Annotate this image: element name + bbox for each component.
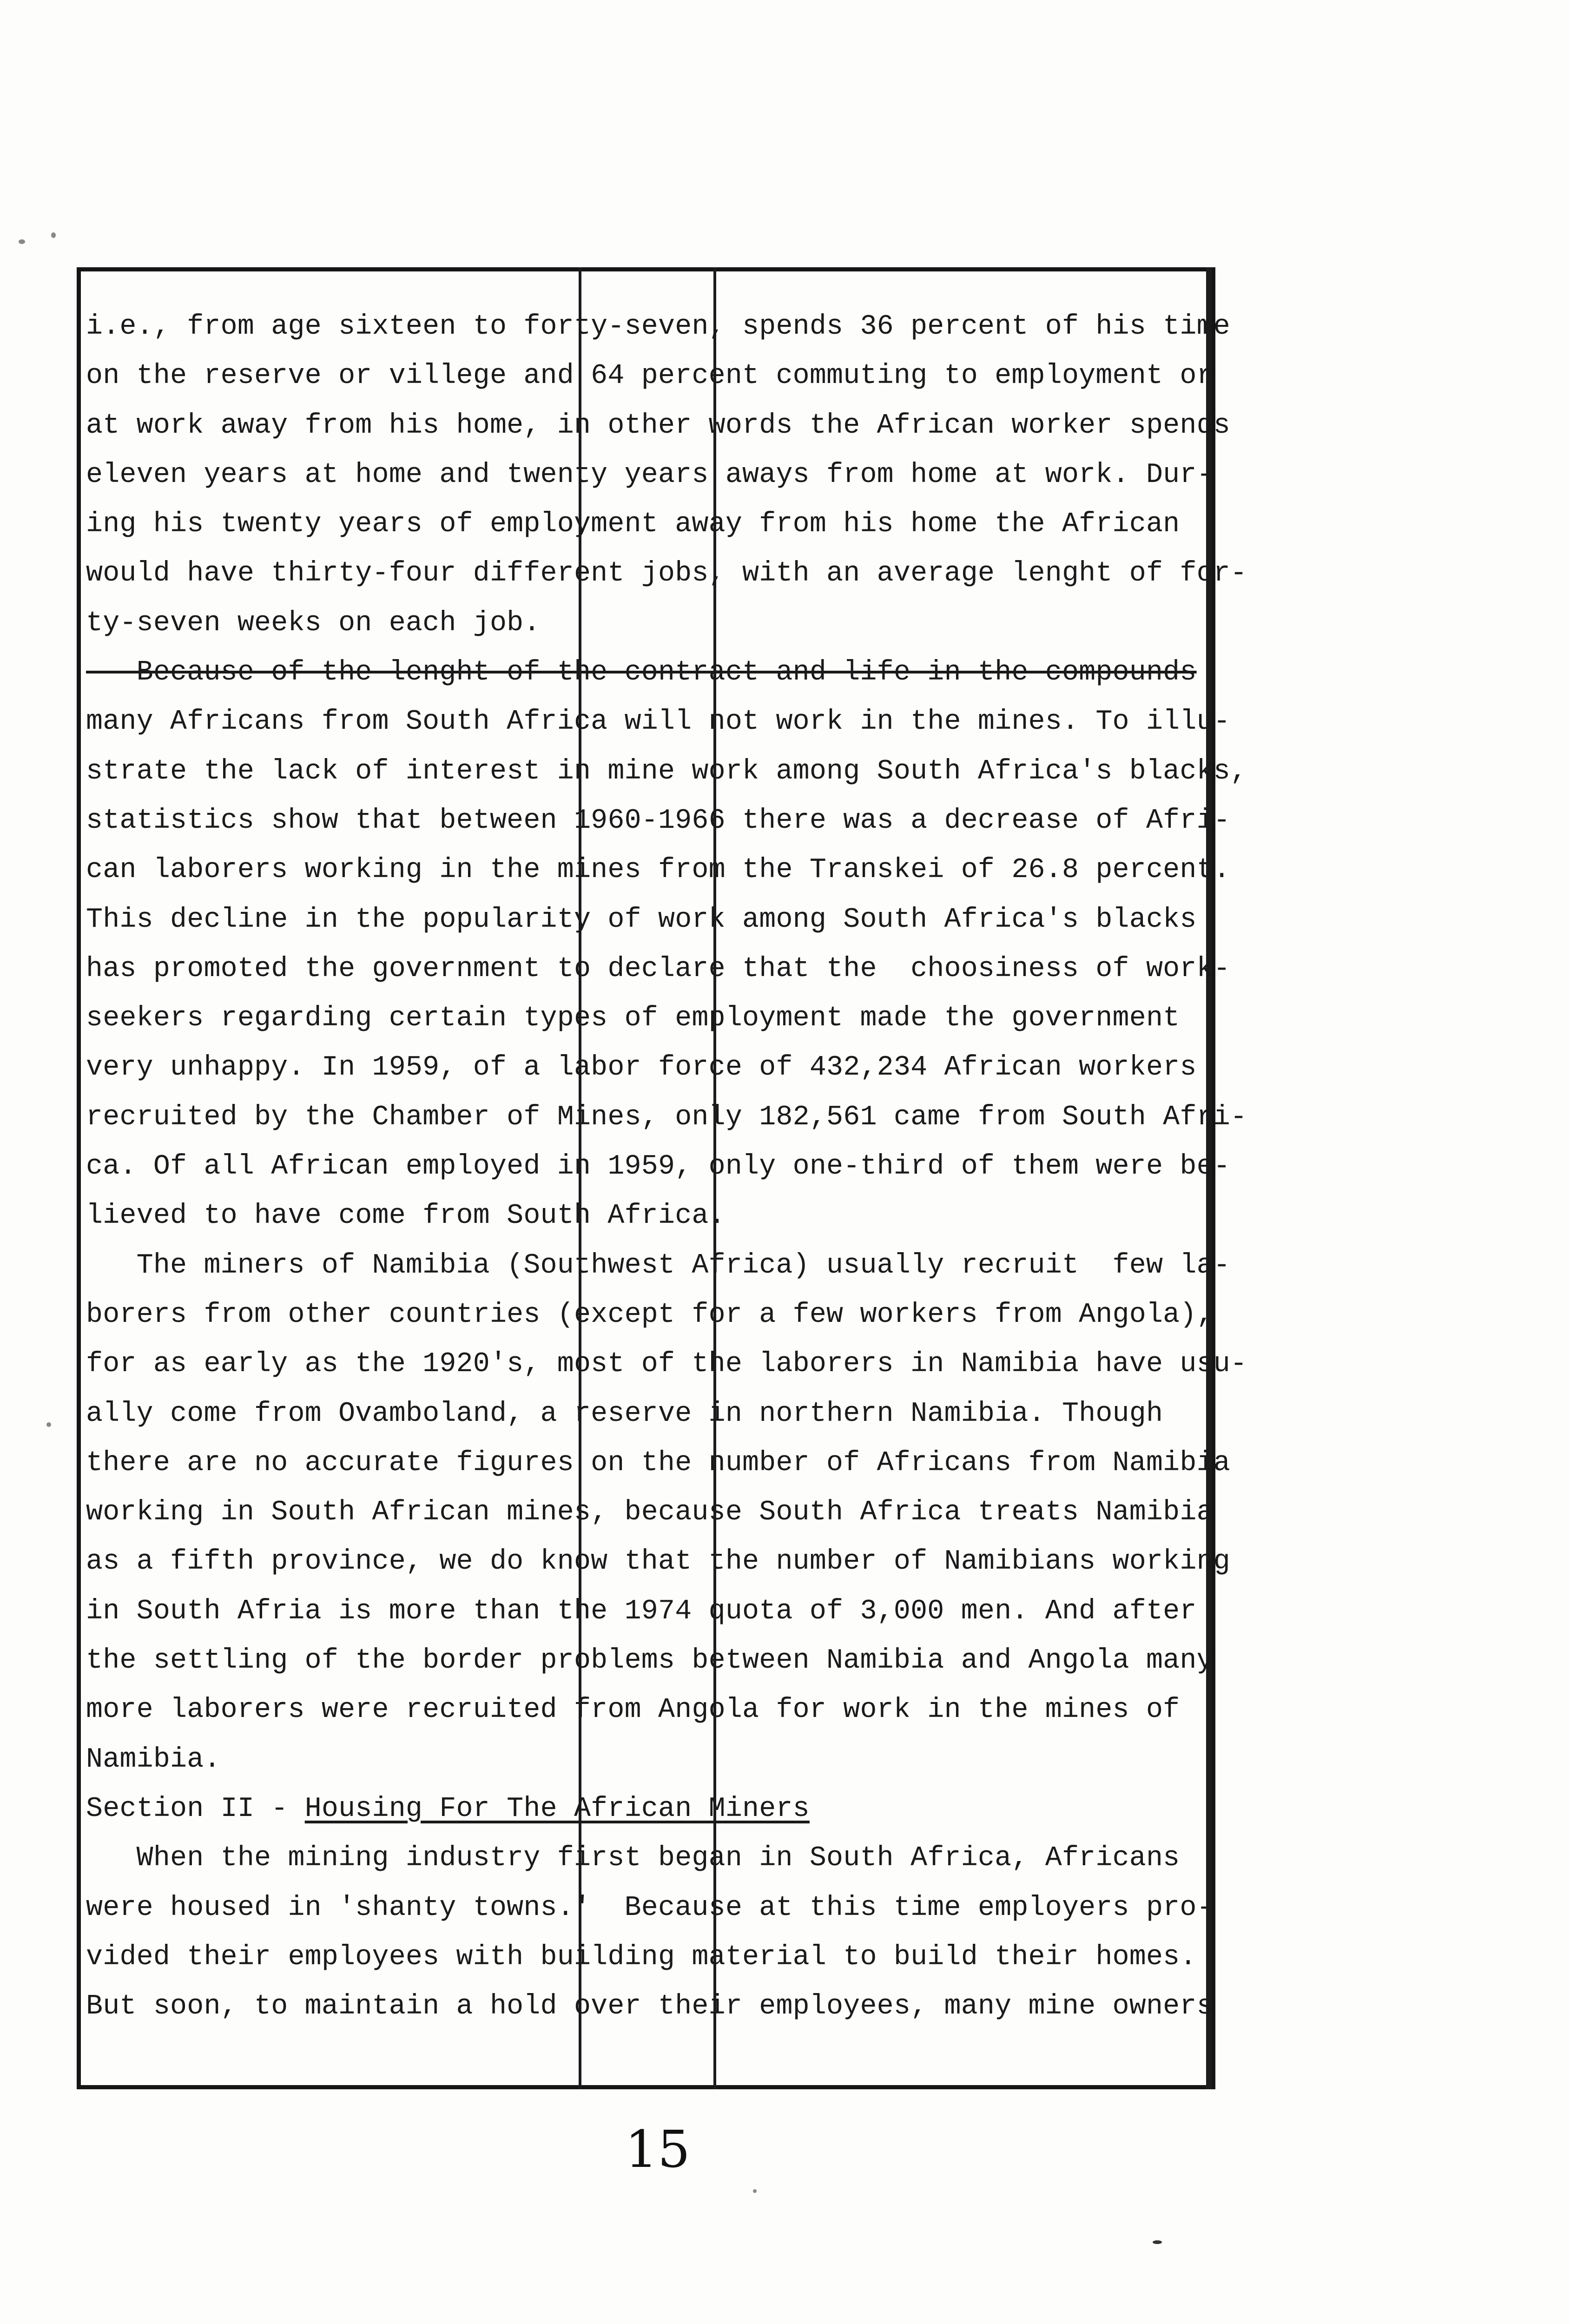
text-line: the settling of the border problems between Namibia and Angola many: [86, 1645, 1214, 1677]
section-heading: [86, 1784, 1211, 1834]
text-line: lieved to have come from South Africa.: [86, 1200, 726, 1232]
text-line: in South Afria is more than the 1974 quota of 3,000 men. And after: [86, 1595, 1197, 1627]
text-line: there are no accurate figures on the number of Africans from Namibia: [86, 1447, 1230, 1479]
text-line: This decline in the popularity of work among South Africa's blacks: [86, 904, 1197, 936]
body-text: [86, 302, 1247, 2031]
text-line: very unhappy. In 1959, of a labor force of 432,234 African workers: [86, 1052, 1197, 1084]
text-line: statistics show that between 1960-1966 there was a decrease of Afri-: [86, 805, 1230, 837]
text-line: recruited by the Chamber of Mines, only 182,561 came from South Afri-: [86, 1101, 1247, 1133]
text-line: would have thirty-four different jobs, with an average lenght of for-: [86, 558, 1247, 590]
text-line: more laborers were recruited from Angola for work in the mines of: [86, 1694, 1180, 1726]
text-line: ca. Of all African employed in 1959, only one-third of them were be-: [86, 1151, 1230, 1183]
scan-speck: [19, 239, 25, 244]
text-line: The miners of Namibia (Southwest Africa) usually recruit few la-: [86, 1249, 1230, 1281]
text-line: were housed in 'shanty towns.' Because at this time employers pro-: [86, 1892, 1214, 1924]
text-line: eleven years at home and twenty years aways from home at work. Dur-: [86, 459, 1214, 491]
text-line: Namibia.: [86, 1743, 221, 1776]
text-line: vided their employees with building material to build their homes.: [86, 1941, 1197, 1973]
text-line: ally come from Ovamboland, a reserve in northern Namibia. Though: [86, 1398, 1163, 1430]
text-line: seekers regarding certain types of employment made the government: [86, 1003, 1180, 1035]
page-number: 15: [625, 2119, 690, 2179]
text-line: can laborers working in the mines from the Transkei of 26.8 percent.: [86, 854, 1230, 886]
text-line: When the mining industry first began in South Africa, Africans: [86, 1842, 1180, 1875]
text-line: strate the lack of interest in mine work among South Africa's blacks,: [86, 755, 1247, 787]
text-line: i.e., from age sixteen to forty-seven, spends 36 percent of his time: [86, 311, 1230, 343]
text-line: at work away from his home, in other words the African worker spends: [86, 409, 1230, 442]
text-line: borers from other countries (except for a few workers from Angola),: [86, 1299, 1214, 1331]
text-line: working in South African mines, because South Africa treats Namibia: [86, 1497, 1214, 1529]
scan-speck: [1153, 2240, 1162, 2244]
text-line: on the reserve or villege and 64 percent commuting to employment or: [86, 360, 1214, 392]
text-line: But soon, to maintain a hold over their employees, many mine owners: [86, 1991, 1214, 2023]
text-line: has promoted the government to declare that the choosiness of work-: [86, 953, 1230, 985]
text-line: as a fifth province, we do know that the number of Namibians working: [86, 1546, 1230, 1578]
scan-speck: [753, 2189, 757, 2193]
text-line: for as early as the 1920's, most of the laborers in Namibia have usu-: [86, 1348, 1247, 1380]
scan-speck: [46, 1422, 51, 1427]
section-heading-title: Housing For The African Miners: [304, 1793, 810, 1825]
section-heading-prefix: Section II -: [86, 1793, 305, 1825]
text-line: ty-seven weeks on each job.: [86, 607, 541, 639]
scan-speck: [51, 232, 56, 238]
text-line: many Africans from South Africa will not work in the mines. To illu-: [86, 706, 1230, 738]
text-line: ing his twenty years of employment away from his home the African: [86, 508, 1180, 541]
struck-text-line: Because of the lenght of the contract and life in the compounds: [86, 657, 1197, 689]
